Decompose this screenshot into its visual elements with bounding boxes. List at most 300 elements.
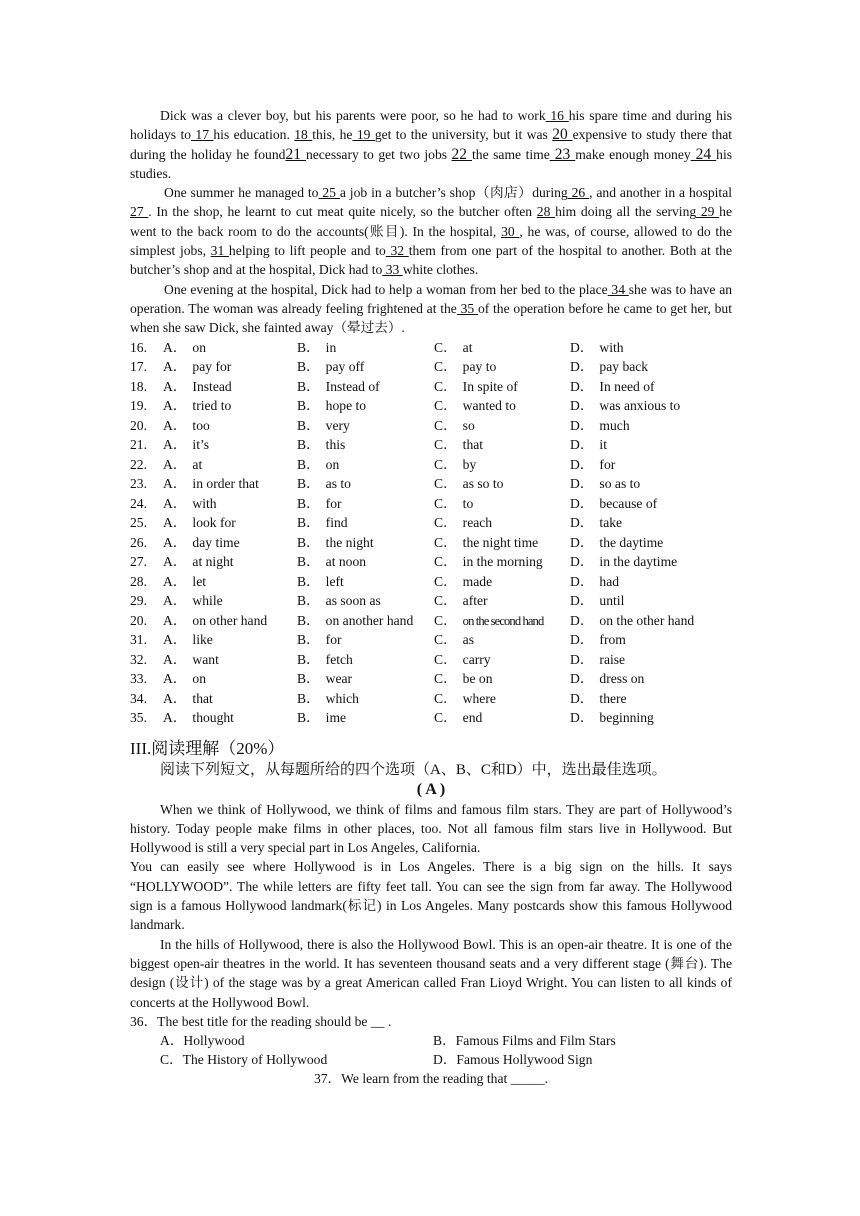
option-text: with	[599, 339, 624, 355]
question-number: 35.	[130, 710, 147, 726]
option-d[interactable]	[570, 416, 732, 436]
option-letter: A．	[163, 515, 187, 531]
cloze-passage	[130, 106, 732, 338]
option-text: hope to	[325, 398, 367, 414]
option-c[interactable]	[434, 377, 570, 397]
option-a[interactable]	[163, 572, 297, 592]
option-row	[130, 416, 732, 436]
question-number: 22.	[130, 456, 147, 472]
option-letter: C．	[434, 534, 457, 550]
option-text: the night time	[462, 534, 539, 550]
passage-text: his studies.	[130, 146, 733, 181]
option-c[interactable]	[434, 591, 570, 611]
reading-paragraph-2: You can easily see where Hollywood is in Los Angeles. There is a big sign on the hills. It says “HOLLYWOOD”. The while letters are fifty feet tall. You can see the sign from far away. The Hollywood sign is a famous Hollywood landmark(标记) in Los Angeles. Many postcards show this famous Hollywood landmark.	[130, 859, 732, 933]
question-number: 32.	[130, 651, 147, 667]
option-c[interactable]	[434, 552, 570, 572]
options-table	[130, 338, 732, 728]
passage-text: his spare time and during his holidays to	[130, 108, 733, 143]
passage-text: Dick was a clever boy, but his parents were poor, so he had to work	[160, 108, 546, 123]
option-letter: C．	[434, 612, 457, 628]
option-c[interactable]: C．The History of Hollywood	[160, 1051, 328, 1067]
option-letter: B．	[297, 593, 320, 609]
option-text: on other hand	[192, 612, 268, 628]
option-letter: C．	[434, 515, 457, 531]
option-text: made	[462, 573, 493, 589]
option-a[interactable]	[163, 396, 297, 416]
option-c[interactable]	[434, 533, 570, 553]
option-row	[130, 396, 732, 416]
option-letter: B．	[297, 632, 320, 648]
option-letter: A．	[163, 359, 187, 375]
option-d[interactable]	[570, 435, 732, 455]
option-a[interactable]	[163, 552, 297, 572]
blank-30: 30	[501, 223, 520, 239]
passage-text: helping to lift people and to	[228, 243, 386, 259]
option-letter: D．	[570, 515, 594, 531]
option-letter: B．	[297, 456, 320, 472]
option-text: in the daytime	[599, 554, 678, 570]
option-letter: C．	[434, 593, 457, 609]
option-letter: A．	[163, 573, 187, 589]
passage-text: make enough money	[575, 146, 691, 162]
option-row	[130, 513, 732, 533]
option-text: which	[325, 690, 359, 706]
question-number: 28.	[130, 573, 147, 589]
blank-33: 33	[382, 262, 403, 278]
option-d[interactable]	[570, 338, 732, 358]
option-b[interactable]	[297, 708, 434, 728]
passage-text: . In the shop, he learnt to cut meat quite nicely, so the butcher often	[148, 204, 537, 220]
option-text: there	[599, 690, 627, 706]
option-d[interactable]	[570, 377, 732, 397]
question-number: 27.	[130, 554, 147, 570]
option-letter: D．	[570, 651, 594, 667]
option-text: it	[599, 437, 607, 453]
option-letter: D．	[570, 573, 594, 589]
option-d[interactable]	[570, 552, 732, 572]
option-letter: A．	[163, 710, 187, 726]
option-b[interactable]	[297, 396, 434, 416]
option-text: pay back	[599, 359, 649, 375]
passage-text: of the operation before he came to get her, but when she saw Dick, she fainted away（晕过去）.	[130, 300, 732, 336]
option-letter: D．	[570, 359, 594, 375]
passage-text: , he was, of course, allowed to do the simplest jobs,	[130, 223, 732, 259]
option-text: look for	[192, 515, 236, 531]
option-a[interactable]	[163, 455, 297, 475]
blank-18: 18	[294, 127, 313, 143]
passage-text: him doing all the serving	[555, 204, 697, 220]
option-letter: B．	[297, 671, 320, 687]
passage-text: a job in a butcher’s shop（肉店）during	[339, 185, 568, 201]
reading-passage	[130, 800, 732, 1012]
blank-28: 28	[536, 204, 556, 220]
option-a[interactable]	[163, 416, 297, 436]
option-d[interactable]	[570, 708, 732, 728]
option-text: on	[192, 671, 207, 687]
option-d[interactable]	[570, 611, 732, 631]
question-number: 19.	[130, 398, 147, 414]
option-letter: C．	[434, 710, 457, 726]
option-d[interactable]	[570, 396, 732, 416]
option-text: it’s	[192, 437, 210, 453]
question-number: 34.	[130, 690, 147, 706]
option-letter: D．	[570, 671, 594, 687]
question-number: 17.	[130, 359, 147, 375]
option-c[interactable]	[434, 494, 570, 514]
question-number: 31.	[130, 632, 147, 648]
option-d[interactable]	[570, 572, 732, 592]
option-text: at noon	[325, 554, 367, 570]
option-text: ime	[325, 710, 347, 726]
option-a[interactable]	[163, 474, 297, 494]
option-letter: C．	[434, 456, 457, 472]
option-b[interactable]	[297, 513, 434, 533]
option-row	[130, 650, 732, 670]
option-letter: B．	[297, 515, 320, 531]
blank-34: 34	[607, 281, 629, 297]
option-letter: D．	[570, 554, 594, 570]
option-row	[130, 533, 732, 553]
option-a[interactable]	[163, 689, 297, 709]
option-row	[130, 591, 732, 611]
blank-23: 23	[549, 145, 576, 163]
passage-text: the same time	[472, 146, 550, 162]
passage-text: this, he	[312, 127, 353, 143]
option-a[interactable]	[163, 650, 297, 670]
option-text: at night	[192, 554, 234, 570]
option-text: after	[462, 593, 488, 609]
option-b[interactable]	[297, 650, 434, 670]
option-row	[130, 552, 732, 572]
option-text: to	[462, 495, 474, 511]
option-a[interactable]	[163, 435, 297, 455]
option-c[interactable]	[434, 708, 570, 728]
option-b[interactable]	[297, 591, 434, 611]
blank-26: 26	[567, 185, 590, 201]
option-b[interactable]: B．Famous Films and Film Stars	[433, 1032, 616, 1048]
option-row	[130, 611, 732, 631]
question-number: 16.	[130, 339, 147, 355]
option-letter: A．	[163, 593, 187, 609]
option-a[interactable]	[163, 377, 297, 397]
option-d[interactable]	[570, 455, 732, 475]
option-letter: B．	[297, 437, 320, 453]
option-d[interactable]	[570, 591, 732, 611]
option-text: on the second hand	[462, 613, 544, 628]
option-text: raise	[599, 651, 626, 667]
passage-text: his education.	[213, 127, 295, 143]
option-letter: B．	[297, 554, 320, 570]
option-row	[130, 474, 732, 494]
option-d[interactable]: D．Famous Hollywood Sign	[433, 1051, 593, 1067]
option-d[interactable]	[570, 513, 732, 533]
option-letter: D．	[570, 690, 594, 706]
option-a[interactable]	[163, 513, 297, 533]
option-row	[130, 572, 732, 592]
option-row	[130, 455, 732, 475]
option-b[interactable]	[297, 669, 434, 689]
option-text: the night	[325, 534, 374, 550]
option-text: wanted to	[462, 398, 516, 414]
option-text: so as to	[599, 476, 641, 492]
option-letter: C．	[434, 417, 457, 433]
option-text: by	[462, 456, 477, 472]
cloze-paragraph-1	[130, 106, 732, 183]
option-letter: B．	[297, 398, 320, 414]
option-letter: C．	[434, 339, 457, 355]
option-a[interactable]	[163, 533, 297, 553]
blank-17: 17	[191, 127, 214, 143]
option-b[interactable]	[297, 455, 434, 475]
blank-19: 19	[352, 127, 375, 143]
question-36-options-row-1	[130, 1031, 732, 1050]
option-b[interactable]	[297, 630, 434, 650]
cloze-paragraph-2	[130, 183, 732, 279]
option-letter: D．	[570, 339, 594, 355]
option-text: on	[325, 456, 340, 472]
option-c[interactable]	[434, 669, 570, 689]
option-letter: D．	[570, 612, 594, 628]
option-text: In spite of	[462, 378, 518, 394]
option-letter: C．	[434, 359, 457, 375]
option-letter: B．	[297, 339, 320, 355]
blank-35: 35	[456, 300, 478, 316]
option-letter: D．	[570, 632, 594, 648]
option-text: much	[599, 417, 630, 433]
option-text: take	[599, 515, 623, 531]
option-c[interactable]	[434, 630, 570, 650]
option-letter: A．	[163, 417, 187, 433]
section-instruction: 阅读下列短文，从每题所给的四个选项（A、B、C和D）中，选出最佳选项。	[160, 761, 667, 778]
option-a[interactable]	[163, 494, 297, 514]
section-title: III.阅读理解（20%）	[130, 738, 285, 758]
option-text: while	[192, 593, 223, 609]
option-c[interactable]	[434, 396, 570, 416]
passage-text: them from one part of the hospital to another. Both at the butcher’s shop and at the hospital, Dick had to	[130, 243, 732, 278]
option-text: Instead	[192, 378, 232, 394]
option-text: wear	[325, 671, 353, 687]
option-letter: A．	[163, 476, 187, 492]
option-letter: A．	[163, 690, 187, 706]
option-letter: A．	[163, 398, 187, 414]
option-b[interactable]	[297, 377, 434, 397]
option-letter: A．	[163, 456, 187, 472]
option-text: fetch	[325, 651, 353, 667]
option-letter: A．	[163, 632, 187, 648]
option-a[interactable]	[163, 591, 297, 611]
option-text: in the morning	[462, 554, 543, 570]
option-c[interactable]	[434, 455, 570, 475]
option-b[interactable]	[297, 494, 434, 514]
option-b[interactable]	[297, 416, 434, 436]
option-letter: B．	[297, 651, 320, 667]
option-b[interactable]	[297, 552, 434, 572]
option-letter: C．	[434, 573, 457, 589]
option-text: on	[192, 339, 207, 355]
passage-text: get to the university, but it was	[374, 127, 553, 143]
option-text: that	[192, 690, 213, 706]
option-text: for	[325, 632, 342, 648]
option-d[interactable]	[570, 474, 732, 494]
option-letter: A．	[163, 612, 187, 628]
passage-text: One summer he managed to	[164, 185, 319, 201]
option-text: pay off	[325, 359, 365, 375]
option-b[interactable]	[297, 474, 434, 494]
question-number: 23.	[130, 476, 147, 492]
blank-27: 27	[130, 204, 149, 220]
option-b[interactable]	[297, 689, 434, 709]
option-text: very	[325, 417, 350, 433]
option-letter: A．	[163, 651, 187, 667]
option-row	[130, 338, 732, 358]
option-b[interactable]	[297, 357, 434, 377]
option-c[interactable]	[434, 474, 570, 494]
option-row	[130, 689, 732, 709]
question-number: 20.	[130, 417, 147, 433]
option-text: so	[462, 417, 475, 433]
question-36-stem	[130, 1012, 732, 1031]
option-row	[130, 708, 732, 728]
option-a[interactable]	[163, 357, 297, 377]
option-text: for	[325, 495, 342, 511]
option-row	[130, 669, 732, 689]
option-letter: D．	[570, 437, 594, 453]
question-number: 33.	[130, 671, 147, 687]
passage-text: necessary to get two jobs	[305, 146, 452, 162]
option-d[interactable]	[570, 533, 732, 553]
option-letter: B．	[297, 359, 320, 375]
option-b[interactable]	[297, 611, 434, 631]
option-b[interactable]	[297, 435, 434, 455]
option-b[interactable]	[297, 572, 434, 592]
passage-text: white clothes.	[402, 262, 479, 278]
option-text: pay to	[462, 359, 497, 375]
question-number: 20.	[130, 612, 147, 628]
option-letter: A．	[163, 554, 187, 570]
option-c[interactable]	[434, 338, 570, 358]
option-text: was anxious to	[599, 398, 681, 414]
option-text: dress on	[599, 671, 645, 687]
option-letter: C．	[434, 437, 457, 453]
option-a[interactable]	[163, 669, 297, 689]
question-number: 25.	[130, 515, 147, 531]
option-letter: D．	[570, 710, 594, 726]
option-a[interactable]	[163, 630, 297, 650]
option-text: where	[462, 690, 496, 706]
question-number: 26.	[130, 534, 147, 550]
option-d[interactable]	[570, 357, 732, 377]
blank-31: 31	[210, 243, 229, 259]
option-d[interactable]	[570, 630, 732, 650]
option-a[interactable]	[163, 708, 297, 728]
option-c[interactable]	[434, 435, 570, 455]
option-letter: D．	[570, 456, 594, 472]
option-a[interactable]	[163, 338, 297, 358]
option-letter: B．	[297, 612, 320, 628]
option-letter: A．	[163, 378, 187, 394]
option-text: on the other hand	[599, 612, 695, 628]
option-c[interactable]	[434, 513, 570, 533]
option-c[interactable]	[434, 650, 570, 670]
option-letter: B．	[297, 710, 320, 726]
option-letter: B．	[297, 417, 320, 433]
option-letter: C．	[434, 476, 457, 492]
option-text: end	[462, 710, 483, 726]
option-text: too	[192, 417, 210, 433]
option-letter: C．	[434, 378, 457, 394]
question-37-stem: 37．We learn from the reading that _____.	[313, 1070, 549, 1086]
option-text: as soon as	[325, 593, 381, 609]
option-letter: C．	[434, 690, 457, 706]
option-text: at	[462, 339, 473, 355]
option-a[interactable]: A．Hollywood	[160, 1032, 245, 1048]
option-letter: B．	[297, 534, 320, 550]
option-letter: A．	[163, 437, 187, 453]
passage-text: she was to have an operation. The woman was already feeling frightened at the	[130, 281, 733, 316]
option-letter: B．	[297, 476, 320, 492]
option-d[interactable]	[570, 494, 732, 514]
option-text: until	[599, 593, 625, 609]
option-c[interactable]	[434, 611, 570, 631]
option-letter: D．	[570, 476, 594, 492]
option-b[interactable]	[297, 338, 434, 358]
option-text: as	[462, 632, 474, 648]
option-letter: A．	[163, 671, 187, 687]
question-number: 21.	[130, 437, 147, 453]
option-text: carry	[462, 651, 491, 667]
option-c[interactable]	[434, 689, 570, 709]
option-text: in order that	[192, 476, 259, 492]
option-d[interactable]	[570, 689, 732, 709]
option-c[interactable]	[434, 357, 570, 377]
blank-25: 25	[318, 185, 340, 201]
option-d[interactable]	[570, 650, 732, 670]
option-letter: B．	[297, 495, 320, 511]
option-text: the daytime	[599, 534, 664, 550]
option-d[interactable]	[570, 669, 732, 689]
option-a[interactable]	[163, 611, 297, 631]
question-number: 29.	[130, 593, 147, 609]
option-text: want	[192, 651, 219, 667]
blank-29: 29	[696, 204, 720, 220]
option-c[interactable]	[434, 572, 570, 592]
question-text: 36．The best title for the reading should be __ .	[130, 1013, 392, 1029]
option-row	[130, 377, 732, 397]
cloze-paragraph-3	[130, 280, 732, 338]
option-letter: D．	[570, 398, 594, 414]
option-letter: A．	[163, 495, 187, 511]
option-text: In need of	[599, 378, 655, 394]
option-letter: C．	[434, 495, 457, 511]
question-number: 18.	[130, 378, 147, 394]
option-text: like	[192, 632, 213, 648]
option-text: on another hand	[325, 612, 414, 628]
option-text: as so to	[462, 476, 504, 492]
reading-paragraph-1: When we think of Hollywood, we think of films and famous film stars. They are part of Hollywood’s history. Today people make films in other places, too. Not all famous film stars live in Hollywood. But Hollywood is still a very special part in Los Angeles, California.	[130, 801, 732, 856]
option-b[interactable]	[297, 533, 434, 553]
option-letter: D．	[570, 417, 594, 433]
option-letter: B．	[297, 378, 320, 394]
option-text: reach	[462, 515, 493, 531]
option-letter: D．	[570, 378, 594, 394]
option-c[interactable]	[434, 416, 570, 436]
passage-text: he went to the back room to do the accounts(账目). In the hospital,	[130, 204, 733, 239]
option-text: day time	[192, 534, 240, 550]
option-letter: C．	[434, 554, 457, 570]
option-text: Instead of	[325, 378, 380, 394]
option-text: let	[192, 573, 207, 589]
option-letter: C．	[434, 398, 457, 414]
